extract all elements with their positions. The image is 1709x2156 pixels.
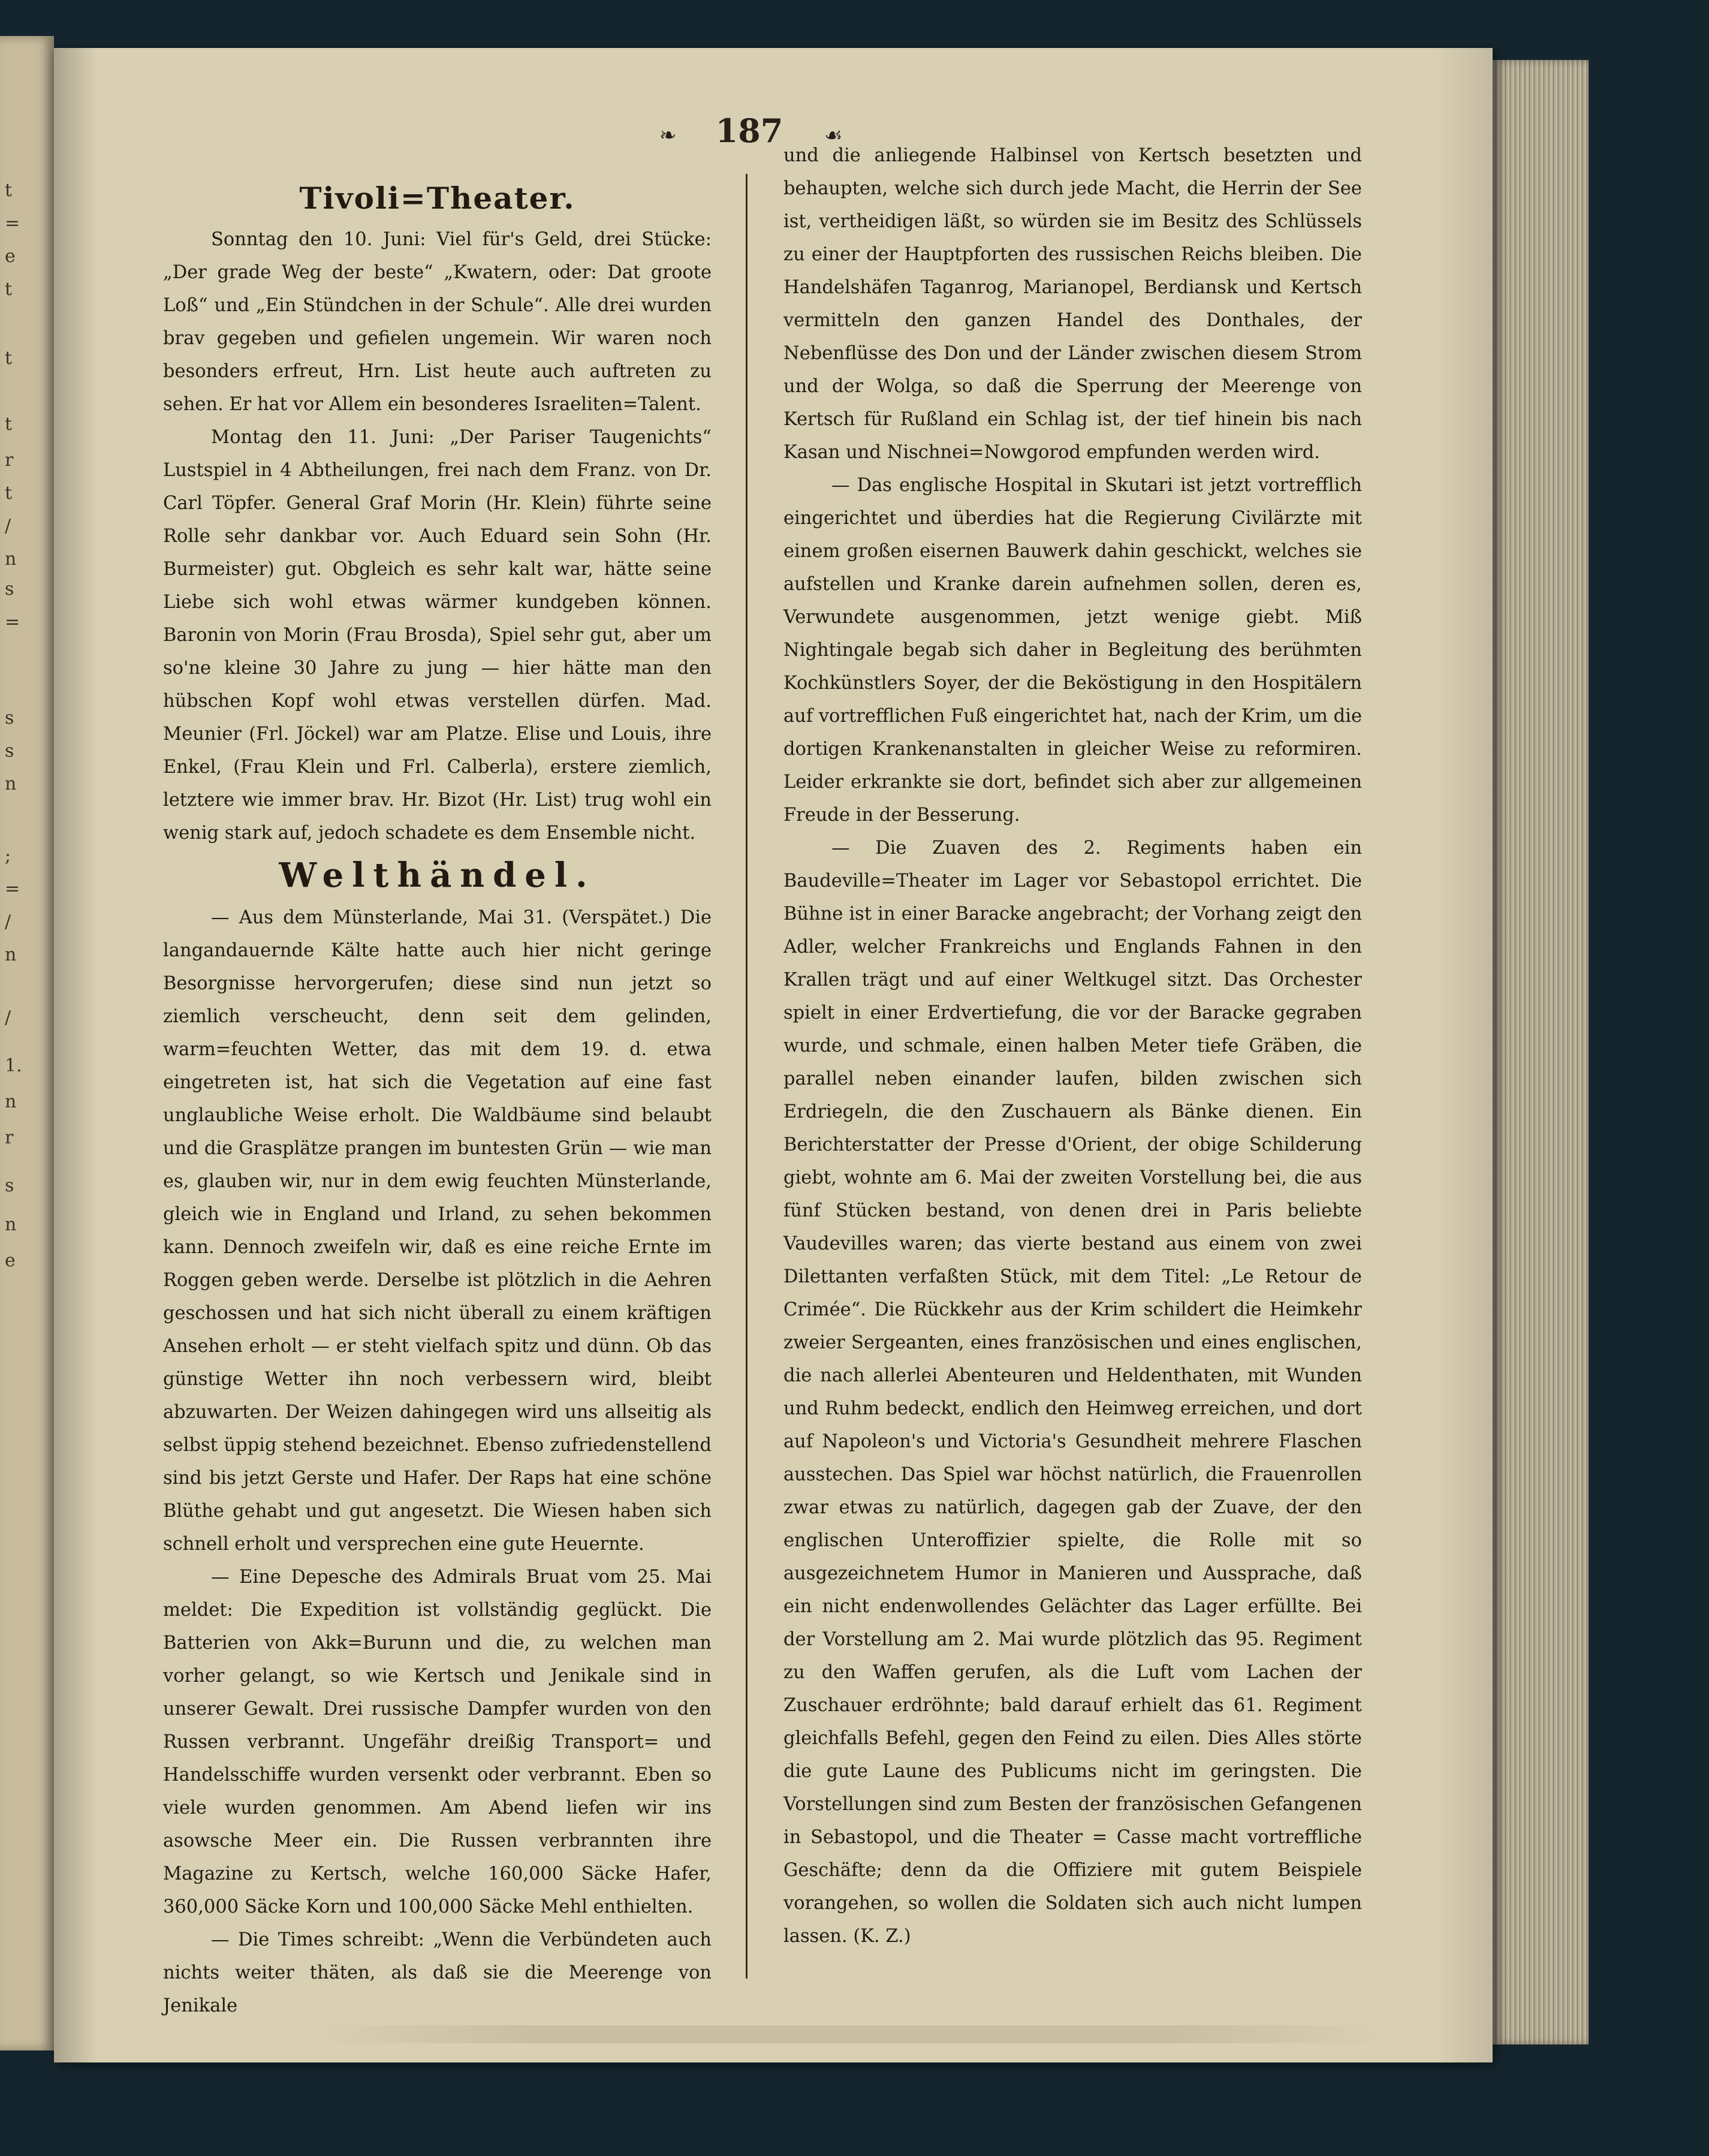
margin-letter: 1. <box>5 1055 22 1076</box>
margin-letter: n <box>5 1091 17 1112</box>
margin-letter: r <box>5 450 14 471</box>
paragraph-times: — Die Times schreibt: „Wenn die Verbündeten auch nichts weiter thäten, als daß sie die Meerenge von Jenikale <box>163 1929 712 2016</box>
left-column <box>163 174 712 2022</box>
page-stack-edge <box>1493 60 1589 2044</box>
margin-letter: e <box>5 246 16 267</box>
right-column <box>783 139 1362 1953</box>
header-ornament-left: ❧ <box>659 124 677 147</box>
paragraph-depesche: — Eine Depesche des Admirals Bruat vom 25. Mai meldet: Die Expedition ist vollständig geglückt. Die Batterien von Akk=Burunn und die, zu welchen man vorher gelangt, so wie Kertsch und Jenikale sind in unserer Gewalt. Drei russische Dampfer wurden von den Russen verbrannt. Ungefähr dreißig Transport= und Handelsschiffe wurden versenkt oder verbrannt. Eben so viele wurden genommen. Am Abend liefen wir ins asowsche Meer ein. Die Russen verbrannten ihre Magazine zu Kertsch, welche 160,000 Säcke Hafer, 360,000 Säcke Korn und 100,000 Säcke Mehl enthielten. <box>163 1567 712 1917</box>
margin-letter: n <box>5 944 17 965</box>
paragraph-hospital: — Das englische Hospital in Skutari ist jetzt vortrefflich eingerichtet und überdies hat die Regierung Civilärzte mit einem großen eisernen Bauwerk dahin geschickt, welches sie aufstellen und Kranke darein aufnehmen sollen, deren es, Verwundete ausgenommen, jetzt wenige giebt. Miß Nightingale begab sich daher in Begleitung des berühmten Kochkünstlers Soyer, der die Beköstigung in den Hospitälern auf vortrefflichen Fuß eingerichtet hat, nach der Krim, um die dortigen Krankenanstalten in gleicher Weise zu reformiren. Leider erkrankte sie dort, befindet sich aber zur allgemeinen Freude in der Besserung. <box>783 475 1362 826</box>
margin-letter: s <box>5 1175 14 1196</box>
margin-letter: e <box>5 1250 16 1271</box>
page-number: 187 <box>715 112 783 150</box>
section-title-tivoli: Tivoli=Theater. <box>299 180 575 216</box>
margin-letter: t <box>5 414 13 435</box>
facing-page-edge <box>0 36 54 2050</box>
paragraph-sunday: Sonntag den 10. Juni: Viel für's Geld, drei Stücke: „Der grade Weg der beste“ „Kwatern, oder: Dat groote Loß“ und „Ein Stündchen in der Schule“. Alle drei wurden brav gegeben und gefielen ungemein. Wir waren noch besonders erfreut, Hrn. List heute auch auftreten zu sehen. Er hat vor Allem ein besonderes Israeliten=Talent. <box>163 229 712 415</box>
column-divider <box>746 174 748 1979</box>
paragraph-zuaven: — Die Zuaven des 2. Regiments haben ein Baudeville=Theater im Lager vor Sebastopol errichtet. Die Bühne ist in einer Baracke angebracht; der Vorhang zeigt den Adler, welcher Frankreichs und Englands Fahnen in den Krallen trägt und auf einer Weltkugel sitzt. Das Orchester spielt in einer Erdvertiefung, die vor der Baracke gegraben wurde, und schmale, einen halben Meter tiefe Gräben, die parallel neben einander laufen, bilden zwischen sich Erdriegeln, die den Zuschauern als Bänke dienen. Ein Berichterstatter der Presse d'Orient, der obige Schilderung giebt, wohnte am 6. Mai der zweiten Vorstellung bei, die aus fünf Stücken bestand, von denen drei in Paris beliebte Vaudevilles waren; das vierte bestand aus einem von zwei Dilettanten verfaßten Stück, mit dem Titel: „Le Retour de Crimée“. Die Rückkehr aus der Krim schildert die Heimkehr zweier Sergeanten, eines französischen und eines englischen, die nach allerlei Abenteuren und Heldenthaten, mit Wunden und Ruhm bedeckt, endlich den Heimweg erreichen, und dort auf Napoleon's und Victoria's Gesundheit mehrere Flaschen ausstechen. Das Spiel war höchst natürlich, die Frauenrollen zwar etwas zu natürlich, dagegen gab der Zuave, der den englischen Unteroffizier spielte, die Rolle mit so ausgezeichnetem Humor in Manieren und Aussprache, daß ein nicht endenwollendes Gelächter das Lager erfüllte. Bei der Vorstellung am 2. Mai wurde plötzlich das 95. Regiment zu den Waffen gerufen, als die Luft vom Lachen der Zuschauer erdröhnte; bald darauf erhielt das 61. Regiment gleichfalls Befehl, gegen den Feind zu eilen. Dies Alles störte die gute Laune des Publicums nicht im geringsten. Die Vorstellungen sind zum Besten der französischen Gefangenen in Sebastopol, und die Theater = Casse macht vortreffliche Geschäfte; denn da die Offiziere mit gutem Beispiele vorangehen, so wollen die Soldaten sich auch nicht lumpen lassen. (K. Z.) <box>783 838 1362 1947</box>
header-ornament-right: ☙ <box>824 124 843 147</box>
section-title-welthaendel: Welthändel. <box>279 856 596 895</box>
margin-letter: t <box>5 180 13 201</box>
margin-letter: / <box>5 911 11 932</box>
margin-letter: n <box>5 549 17 570</box>
paragraph-times-continued: und die anliegende Halbinsel von Kertsch besetzten und behaupten, welche sich durch jede Macht, die Herrin der See ist, vertheidigen läßt, so würden sie im Besitz des Schlüssels zu einer der Hauptpforten des russischen Reichs bleiben. Die Handelshäfen Taganrog, Marianopel, Berdiansk und Kertsch vermitteln den ganzen Handel des Donthales, der Nebenflüsse des Don und der Länder zwischen diesem Strom und der Wolga, so daß die Sperrung der Meerenge von Kertsch für Rußland ein Schlag ist, der tief hinein bis nach Kasan und Nischnei=Nowgorod empfunden werden wird. <box>783 145 1362 463</box>
margin-letter: s <box>5 707 14 728</box>
bleed-through-footer <box>312 2025 1391 2043</box>
paragraph-monday: Montag den 11. Juni: „Der Pariser Taugenichts“ Lustspiel in 4 Abtheilungen, frei nach dem Franz. von Dr. Carl Töpfer. General Graf Morin (Hr. Klein) führte seine Rolle sehr dankbar vor. Auch Eduard sein Sohn (Hr. Burmeister) gut. Obgleich es sehr kalt war, hätte seine Liebe sich wohl etwas wärmer kundgeben können. Baronin von Morin (Frau Brosda), Spiel sehr gut, aber um so'ne kleine 30 Jahre zu jung — hier hätte man den hübschen Kopf wohl etwas verstellen dürfen. Mad. Meunier (Frl. Jöckel) war am Platze. Elise und Louis, ihre Enkel, (Frau Klein und Frl. Calberla), erstere ziemlich, letztere wie immer brav. Hr. Bizot (Hr. List) trug wohl ein wenig stark auf, jedoch schadete es dem Ensemble nicht. <box>163 427 712 844</box>
margin-letter: t <box>5 279 13 300</box>
margin-letter: s <box>5 579 14 600</box>
margin-letter: n <box>5 773 17 794</box>
margin-letter: = <box>5 213 20 234</box>
margin-letter: = <box>5 612 20 633</box>
paragraph-muensterland: — Aus dem Münsterlande, Mai 31. (Verspätet.) Die langandauernde Kälte hatte auch hier nicht geringe Besorgnisse hervorgerufen; diese sind nun jetzt so ziemlich verscheucht, denn seit dem gelinden, warm=feuchten Wetter, das mit dem 19. d. etwa eingetreten ist, hat sich die Vegetation auf eine fast unglaubliche Weise erholt. Die Waldbäume sind belaubt und die Grasplätze prangen im buntesten Grün — wie man es, glauben wir, nur in dem ewig feuchten Münsterlande, gleich wie in England und Irland, zu sehen bekommen kann. Dennoch zweifeln wir, daß es eine reiche Ernte im Roggen geben werde. Derselbe ist plötzlich in die Aehren geschossen und hat sich nicht überall zu einem kräftigen Ansehen erholt — er steht vielfach spitz und dünn. Ob das günstige Wetter ihn noch verbessern wird, bleibt abzuwarten. Der Weizen dahingegen wird uns allseitig als selbst üppig stehend bezeichnet. Ebenso zufriedenstellend sind bis jetzt Gerste und Hafer. Der Raps hat eine schöne Blüthe gehabt und gut angesetzt. Die Wiesen haben sich schnell erholt und versprechen eine gute Heuernte. <box>163 907 712 1555</box>
margin-letter: / <box>5 516 11 537</box>
margin-letter: = <box>5 878 20 899</box>
margin-letter: n <box>5 1214 17 1235</box>
margin-letter: / <box>5 1007 11 1028</box>
margin-letter: r <box>5 1127 14 1148</box>
margin-letter: s <box>5 740 14 761</box>
margin-letter: t <box>5 348 13 369</box>
margin-letter: t <box>5 483 13 504</box>
margin-letter: ; <box>5 845 11 866</box>
